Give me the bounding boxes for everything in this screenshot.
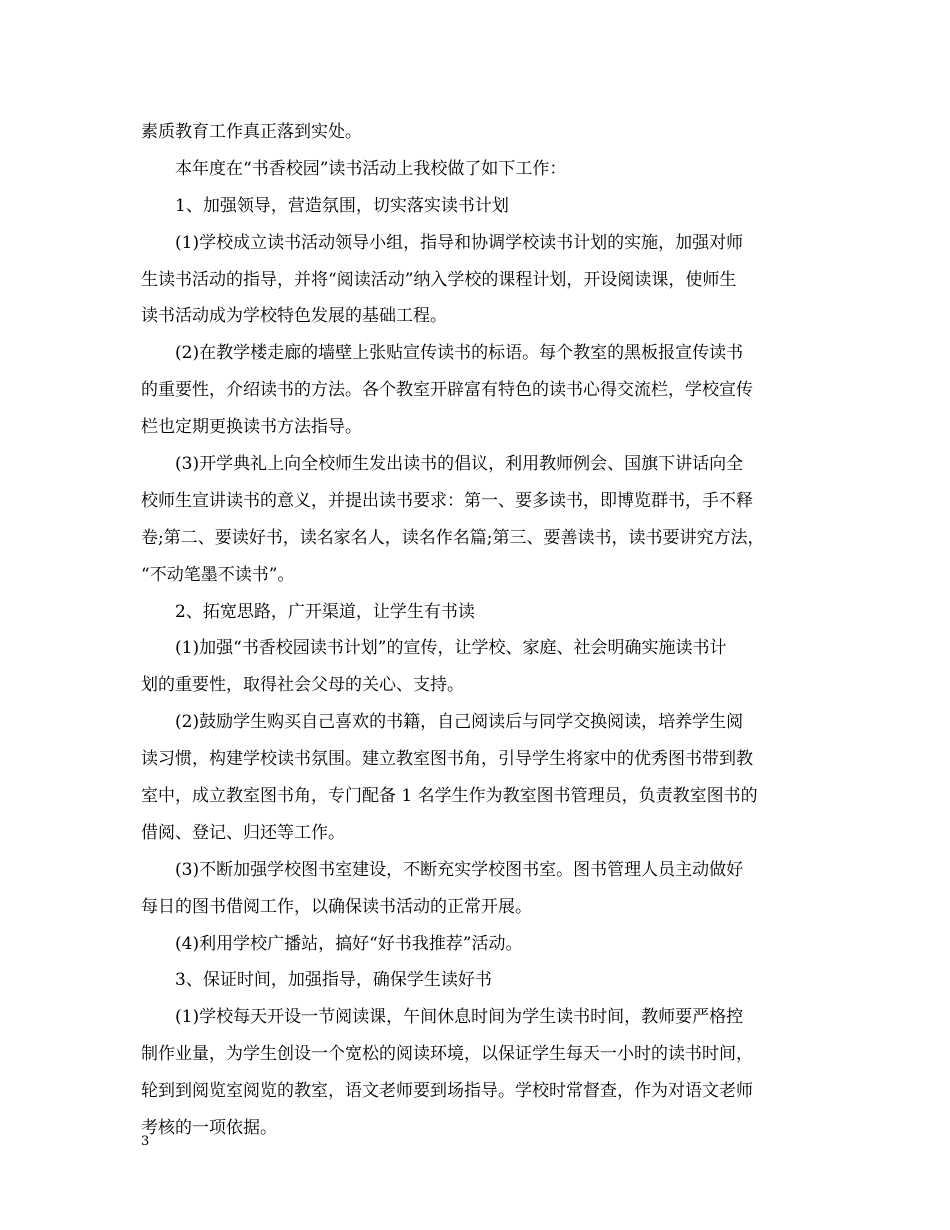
text-line: “不动笔墨不读书”。 xyxy=(141,564,295,585)
text-line: 校师生宣讲读书的意义，并提出读书要求：第一、要多读书，即博览群书，手不释 xyxy=(141,490,753,511)
text-line: (1)学校每天开设一节阅读课，午间休息时间为学生读书时间，教师要严格控 xyxy=(175,1007,744,1028)
text-line: (1)学校成立读书活动领导小组，指导和协调学校读书计划的实施，加强对师 xyxy=(175,232,744,253)
text-line: 考核的一项依据。 xyxy=(141,1118,277,1139)
text-line: 读习惯，构建学校读书氛围。建立教室图书角，引导学生将家中的优秀图书带到教 xyxy=(141,749,753,770)
section-heading: 2、拓宽思路，广开渠道，让学生有书读 xyxy=(175,601,475,622)
text-line: 的重要性，介绍读书的方法。各个教室开辟富有特色的读书心得交流栏，学校宣传 xyxy=(141,380,753,401)
text-line: 素质教育工作真正落到实处。 xyxy=(141,122,362,142)
text-line: 栏也定期更换读书方法指导。 xyxy=(141,417,362,438)
text-line: (3)不断加强学校图书室建设，不断充实学校图书室。图书管理人员主动做好 xyxy=(175,859,744,880)
document-body xyxy=(141,114,813,1147)
text-line: (2)在教学楼走廊的墙壁上张贴宣传读书的标语。每个教室的黑板报宣传读书 xyxy=(175,343,744,364)
text-line: (1)加强“书香校园读书计划”的宣传，让学校、家庭、社会明确实施读书计 xyxy=(175,638,727,659)
text-line: 本年度在“书香校园”读书活动上我校做了如下工作： xyxy=(175,158,567,179)
text-line: 每日的图书借阅工作，以确保读书活动的正常开展。 xyxy=(141,896,532,917)
text-line: 生读书活动的指导，并将“阅读活动”纳入学校的课程计划，开设阅读课，使师生 xyxy=(141,269,737,290)
text-line: (3)开学典礼上向全校师生发出读书的倡议，利用教师例会、国旗下讲话向全 xyxy=(175,454,744,475)
page-number: 3 xyxy=(141,1134,150,1149)
text-line: 制作业量，为学生创设一个宽松的阅读环境，以保证学生每天一小时的读书时间， xyxy=(141,1044,753,1065)
text-line: 室中，成立教室图书角，专门配备 1 名学生作为教室图书管理员，负责教室图书的 xyxy=(141,786,758,807)
text-line: (2)鼓励学生购买自己喜欢的书籍，自己阅读后与同学交换阅读，培养学生阅 xyxy=(175,712,744,733)
text-line: 读书活动成为学校特色发展的基础工程。 xyxy=(141,306,447,327)
text-line: 借阅、登记、归还等工作。 xyxy=(141,822,345,843)
text-line: 轮到到阅览室阅览的教室，语文老师要到场指导。学校时常督查，作为对语文老师 xyxy=(141,1081,753,1102)
section-heading: 1、加强领导，营造氛围，切实落实读书计划 xyxy=(175,195,509,216)
text-line: 卷;第二、要读好书，读名家名人，读名作名篇;第三、要善读书，读书要讲究方法， xyxy=(141,527,765,548)
text-line: 划的重要性，取得社会父母的关心、支持。 xyxy=(141,675,464,696)
text-line: (4)利用学校广播站，搞好“好书我推荐”活动。 xyxy=(175,933,523,954)
section-heading: 3、保证时间，加强指导，确保学生读好书 xyxy=(175,970,492,991)
